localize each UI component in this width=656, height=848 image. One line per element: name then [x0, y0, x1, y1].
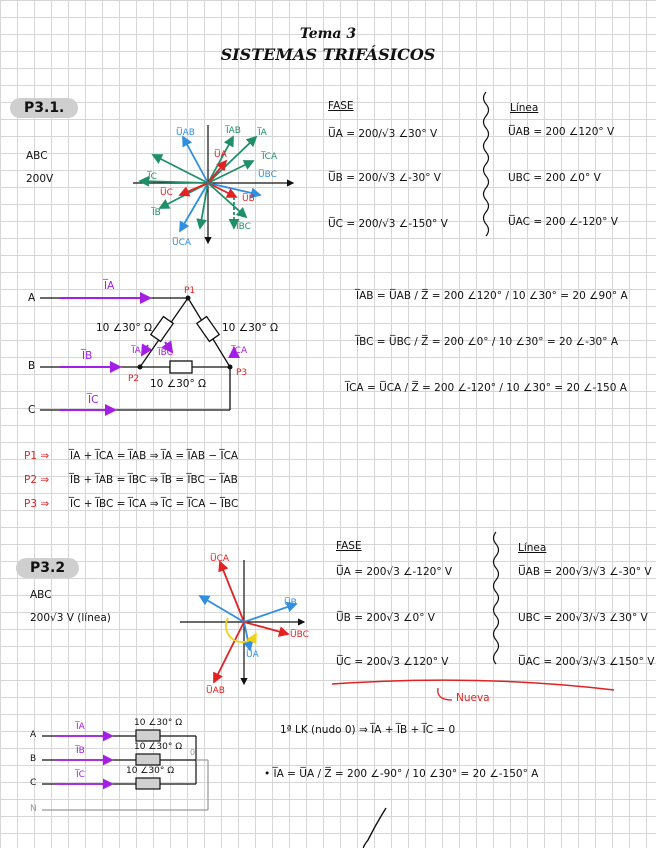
- linea-eq-ab-1: U̅AB = 200 ∠120° V: [508, 126, 615, 138]
- impedance-1: 10 ∠30° Ω: [96, 322, 153, 334]
- node-eq-p3-label: P3 ⇒: [24, 498, 50, 510]
- phasor-label-ua: U̅A: [214, 150, 227, 160]
- linea-eq-ab-2: U̅AB = 200√3/√3 ∠-30° V: [518, 566, 652, 578]
- fase-eq-a-1: U̅A = 200/√3 ∠30° V: [328, 128, 438, 140]
- fase-heading-2: FASE: [336, 540, 362, 552]
- node-a-2: A: [30, 730, 37, 740]
- phasor2-label-ua: U̅A: [246, 650, 259, 660]
- phasor-label-iab: I̅AB: [226, 126, 241, 136]
- phasor-label-ib: I̅B: [152, 208, 161, 218]
- phasor-label-ub: U̅B: [242, 194, 255, 204]
- impedance-2c: 10 ∠30° Ω: [126, 766, 175, 776]
- phasor-label-uca: U̅CA: [172, 238, 192, 248]
- node-c-1: C: [28, 404, 36, 416]
- node-b-2: B: [30, 754, 37, 764]
- fase-eq-a-2: U̅A = 200√3 ∠-120° V: [336, 566, 453, 578]
- linea-eq-bc-2: UBC = 200√3/√3 ∠30° V: [518, 612, 648, 624]
- node-p3: P3: [236, 368, 248, 378]
- impedance-2a: 10 ∠30° Ω: [134, 718, 183, 728]
- current-iab-1: I̅AB: [132, 346, 147, 356]
- tema-label: Tema 3: [299, 26, 357, 42]
- current-ib-1: I̅B: [82, 350, 93, 362]
- sequence-label-1: ABC: [26, 150, 48, 162]
- phasor-label-ica: I̅CA: [262, 152, 278, 162]
- phasor-label-uab: U̅AB: [176, 128, 195, 138]
- phasor2-label-uab: U̅AB: [206, 686, 225, 696]
- problem-label-2: P3.2: [16, 558, 79, 578]
- node-eq-p2-label: P2 ⇒: [24, 474, 50, 486]
- current-ibc-1: I̅BC: [158, 348, 173, 358]
- node-eq-p3: I̅C + I̅BC = I̅CA ⇒ I̅C = I̅CA − I̅BC: [70, 498, 239, 510]
- phasor2-label-ubc: U̅BC: [290, 630, 309, 640]
- linea-heading-1: Línea: [510, 102, 539, 114]
- node-n-2: N: [30, 804, 37, 814]
- phasor-label-ubc: U̅BC: [258, 170, 277, 180]
- fase-heading-1: FASE: [328, 100, 354, 112]
- nueva-note: Nueva: [456, 692, 490, 704]
- voltage-label-2: 200√3 V (línea): [30, 612, 111, 624]
- current-ic-1: I̅C: [88, 394, 99, 406]
- page-title: SISTEMAS TRIFÁSICOS: [220, 45, 436, 64]
- voltage-label-1: 200V: [26, 173, 54, 185]
- impedance-2: 10 ∠30° Ω: [222, 322, 279, 334]
- kirchhoff-eq: 1ª LK (nudo 0) ⇒ I̅A + I̅B + I̅C = 0: [280, 724, 456, 736]
- current-eq-bc: I̅BC = U̅BC / Z̅ = 200 ∠0° / 10 ∠30° = 20 ∠-30° A: [356, 336, 618, 348]
- phasor-label-ic: I̅C: [148, 172, 157, 182]
- node-eq-p1: I̅A + I̅CA = I̅AB ⇒ I̅A = I̅AB − I̅CA: [70, 450, 239, 462]
- phasor2-label-ub: U̅B: [284, 598, 297, 608]
- current-ib-2: I̅B: [76, 746, 85, 756]
- linea-heading-2: Línea: [518, 542, 547, 554]
- sequence-label-2: ABC: [30, 589, 52, 601]
- impedance-3: 10 ∠30° Ω: [150, 378, 207, 390]
- phasor-label-ibc: I̅BC: [236, 222, 251, 232]
- node-p2: P2: [128, 374, 140, 384]
- current-ica-1: I̅CA: [232, 346, 248, 356]
- phasor2-label-uca: U̅CA: [210, 554, 230, 564]
- node-a-1: A: [28, 292, 36, 304]
- fase-eq-b-1: U̅B = 200/√3 ∠-30° V: [328, 172, 441, 184]
- current-ic-2: I̅C: [76, 770, 85, 780]
- current-eq-ca: I̅CA = U̅CA / Z̅ = 200 ∠-120° / 10 ∠30° = 20 ∠-150 A: [346, 382, 627, 394]
- problem-label-1: P3.1.: [10, 98, 78, 118]
- current-eq-ia-2: • I̅A = U̅A / Z̅ = 200 ∠-90° / 10 ∠30° = 20 ∠-150° A: [264, 768, 539, 780]
- phasor-label-uc: U̅C: [160, 188, 173, 198]
- current-eq-ab: I̅AB = U̅AB / Z̅ = 200 ∠120° / 10 ∠30° = 20 ∠90° A: [356, 290, 628, 302]
- node-eq-p2: I̅B + I̅AB = I̅BC ⇒ I̅B = I̅BC − I̅AB: [70, 474, 238, 486]
- current-ia-2: I̅A: [76, 722, 85, 732]
- current-ia-1: I̅A: [104, 280, 115, 292]
- impedance-2b: 10 ∠30° Ω: [134, 742, 183, 752]
- linea-eq-ac-1: U̅AC = 200 ∠-120° V: [508, 216, 618, 228]
- fase-eq-b-2: U̅B = 200√3 ∠0° V: [336, 612, 435, 624]
- node-b-1: B: [28, 360, 36, 372]
- phasor-label-ia: I̅A: [258, 128, 267, 138]
- node-p1: P1: [184, 286, 196, 296]
- fase-eq-c-2: U̅C = 200√3 ∠120° V: [336, 656, 449, 668]
- node-eq-p1-label: P1 ⇒: [24, 450, 50, 462]
- linea-eq-ac-2: U̅AC = 200√3/√3 ∠150° V: [518, 656, 655, 668]
- linea-eq-bc-1: UBC = 200 ∠0° V: [508, 172, 601, 184]
- fase-eq-c-1: U̅C = 200/√3 ∠-150° V: [328, 218, 448, 230]
- node-c-2: C: [30, 778, 37, 788]
- node-zero-2: 0: [190, 748, 196, 757]
